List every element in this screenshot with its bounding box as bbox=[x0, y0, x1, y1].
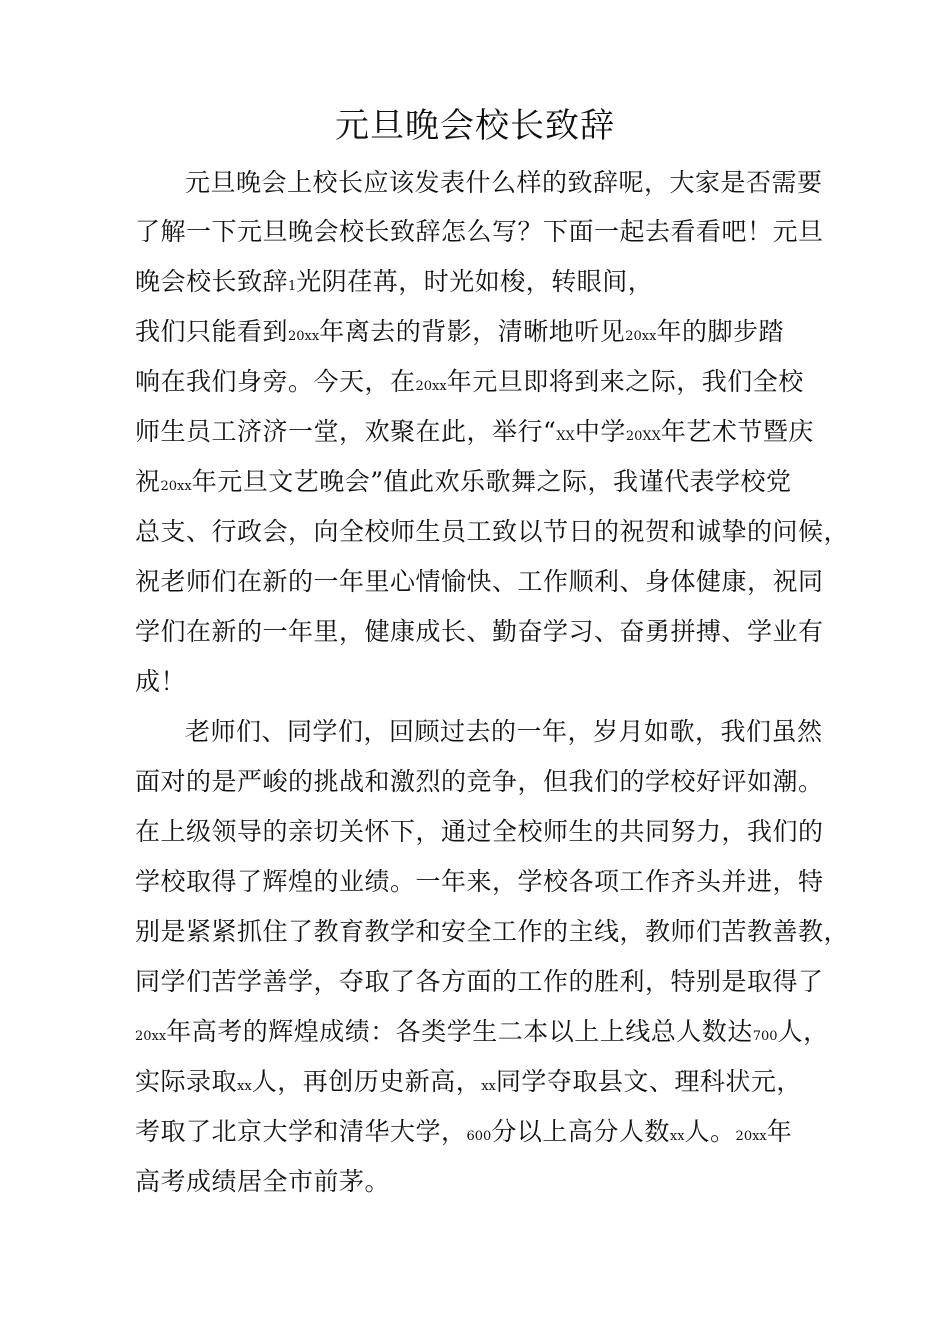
paragraph-line: 别是紧紧抓住了教育教学和安全工作的主线，教师们苦教善教， bbox=[135, 917, 850, 946]
paragraph-line: 老师们、同学们，回顾过去的一年，岁月如歌，我们虽然 bbox=[185, 717, 823, 746]
paragraph-line: 实际录取xx人，再创历史新高，xx同学夺取县文、理科状元， bbox=[135, 1067, 802, 1096]
paragraph-line: 20xx年高考的辉煌成绩：各类学生二本以上上线总人数达700人， bbox=[135, 1017, 829, 1046]
paragraph-line: 我们只能看到20xx年离去的背影，清晰地听见20xx年的脚步踏 bbox=[135, 317, 784, 346]
paragraph-line: 在上级领导的亲切关怀下，通过全校师生的共同努力，我们的 bbox=[135, 817, 824, 846]
document-title: 元旦晚会校长致辞 bbox=[335, 106, 615, 146]
paragraph-line: 师生员工济济一堂，欢聚在此，举行“XX中学20XX年艺术节暨庆 bbox=[135, 417, 814, 446]
paragraph-line: 响在我们身旁。今天，在20xx年元旦即将到来之际，我们全校 bbox=[135, 367, 804, 396]
paragraph-line: 学们在新的一年里，健康成长、勤奋学习、奋勇拼搏、学业有 bbox=[135, 617, 824, 646]
paragraph-line: 学校取得了辉煌的业绩。一年来，学校各项工作齐头并进，特 bbox=[135, 867, 824, 896]
paragraph-line: 总支、行政会，向全校师生员工致以节日的祝贺和诚挚的问候， bbox=[135, 517, 850, 546]
paragraph-line: 祝20xx年元旦文艺晚会”值此欢乐歌舞之际，我谨代表学校党 bbox=[135, 467, 792, 496]
paragraph-line: 晚会校长致辞1光阴荏苒，时光如梭，转眼间， bbox=[135, 267, 654, 296]
paragraph-line: 考取了北京大学和清华大学，600分以上高分人数xx人。20xx年 bbox=[135, 1117, 793, 1146]
paragraph-line: 同学们苦学善学，夺取了各方面的工作的胜利，特别是取得了 bbox=[135, 967, 824, 996]
paragraph-line: 面对的是严峻的挑战和激烈的竞争，但我们的学校好评如潮。 bbox=[135, 767, 824, 796]
paragraph-line: 元旦晚会上校长应该发表什么样的致辞呢，大家是否需要 bbox=[185, 168, 823, 197]
paragraph-line: 祝老师们在新的一年里心情愉快、工作顺利、身体健康，祝同 bbox=[135, 567, 824, 596]
paragraph-line: 成！ bbox=[135, 667, 187, 696]
paragraph-line: 高考成绩居全市前茅。 bbox=[135, 1167, 391, 1196]
paragraph-line: 了解一下元旦晚会校长致辞怎么写？下面一起去看看吧！元旦 bbox=[135, 217, 824, 246]
